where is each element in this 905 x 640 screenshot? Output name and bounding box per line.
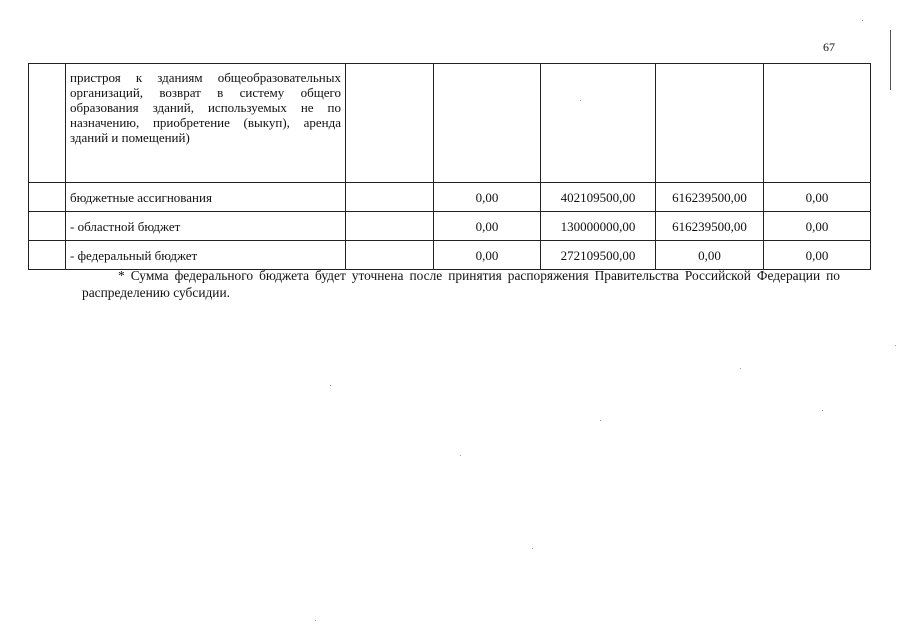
table-cell: 616239500,00 bbox=[656, 183, 764, 212]
table-cell: 0,00 bbox=[656, 241, 764, 270]
table-cell bbox=[346, 64, 434, 183]
table-cell: 272109500,00 bbox=[541, 241, 656, 270]
table-cell: 0,00 bbox=[764, 212, 871, 241]
table-cell: 0,00 bbox=[434, 212, 541, 241]
table-cell: 402109500,00 bbox=[541, 183, 656, 212]
scan-speck bbox=[862, 20, 863, 21]
table-cell: 0,00 bbox=[434, 183, 541, 212]
description-cell: - областной бюджет bbox=[66, 212, 346, 241]
scan-speck bbox=[822, 410, 823, 411]
table-cell: 616239500,00 bbox=[656, 212, 764, 241]
row-index-cell bbox=[29, 64, 66, 183]
scan-edge-line bbox=[890, 30, 891, 90]
scan-speck bbox=[895, 345, 896, 346]
scan-speck bbox=[330, 385, 331, 386]
table-cell bbox=[434, 64, 541, 183]
table-row bbox=[29, 183, 871, 212]
scan-speck bbox=[600, 420, 601, 421]
table-cell: 0,00 bbox=[764, 241, 871, 270]
row-index-cell bbox=[29, 241, 66, 270]
row-index-cell bbox=[29, 183, 66, 212]
table-row bbox=[29, 241, 871, 270]
table-row bbox=[29, 64, 871, 183]
scan-speck bbox=[315, 620, 316, 621]
table-cell bbox=[541, 64, 656, 183]
table-cell bbox=[656, 64, 764, 183]
scan-speck bbox=[740, 368, 741, 369]
table-cell bbox=[346, 183, 434, 212]
table-row bbox=[29, 212, 871, 241]
scan-speck bbox=[532, 548, 533, 549]
table-cell: 130000000,00 bbox=[541, 212, 656, 241]
description-cell: - федеральный бюджет bbox=[66, 241, 346, 270]
page-number: 67 bbox=[823, 40, 835, 54]
table-cell bbox=[764, 64, 871, 183]
footnote: * Сумма федерального бюджета будет уточнена после принятия распоряжения Правительства Российской Федерации по распределению субсидии. bbox=[82, 268, 840, 300]
row-index-cell bbox=[29, 212, 66, 241]
budget-table bbox=[28, 63, 871, 270]
table-cell: 0,00 bbox=[764, 183, 871, 212]
table-cell: 0,00 bbox=[434, 241, 541, 270]
table-cell bbox=[346, 212, 434, 241]
description-cell: бюджетные ассигнования bbox=[66, 183, 346, 212]
description-cell: пристроя к зданиям общеобразовательных организаций, возврат в систему общего образования зданий, используемых не по назначению, приобретение (выкуп), аренда зданий и помещений) bbox=[66, 64, 346, 183]
scan-speck bbox=[460, 455, 461, 456]
table-cell bbox=[346, 241, 434, 270]
scan-speck bbox=[580, 100, 581, 101]
